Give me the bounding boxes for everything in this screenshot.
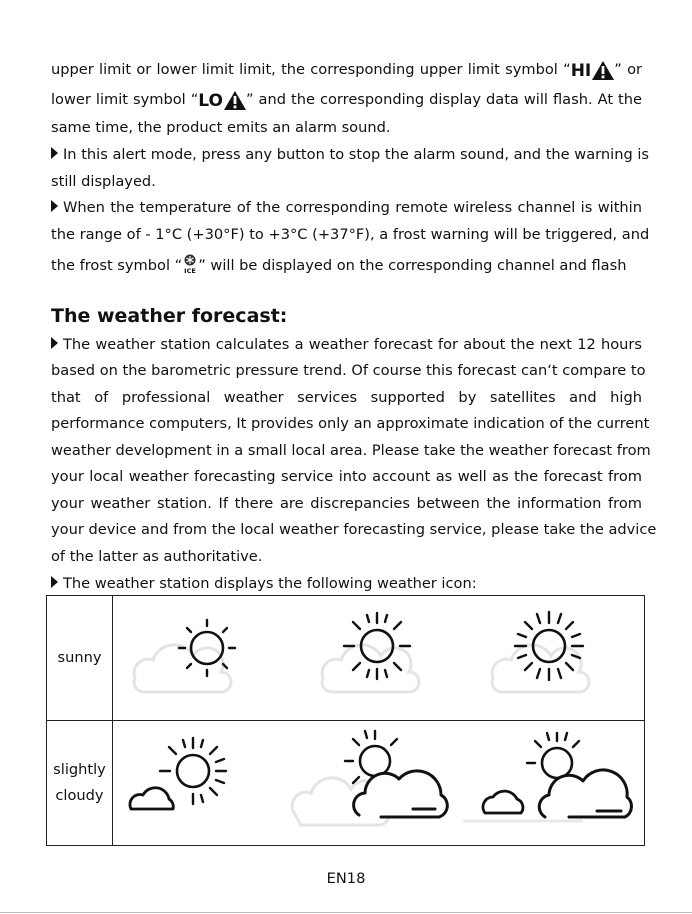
weather-icon-table	[46, 595, 645, 846]
row-label: slightly cloudy	[47, 721, 113, 846]
bullet-line: The weather station calculates a weather forecast for about the next 12 hours	[51, 335, 642, 355]
bullet-line: The weather station displays the following weather icon:	[51, 574, 642, 594]
svg-text:ICE: ICE	[184, 267, 197, 274]
lo-alert-symbol: LO	[198, 91, 246, 110]
bullet-triangle-icon	[51, 576, 58, 588]
bullet-triangle-icon	[51, 337, 58, 349]
ice-frost-icon	[182, 254, 198, 274]
text-line: your local weather forecasting service into account as well as the forecast from	[51, 468, 642, 485]
text-line: same time, the product emits an alarm sound.	[51, 119, 391, 136]
table-row	[47, 596, 645, 721]
cloudy-icons-cell	[113, 721, 645, 846]
section-heading: The weather forecast:	[51, 305, 288, 327]
text-line: upper limit or lower limit limit, the corresponding upper limit symbol “ HI ” or	[51, 61, 642, 81]
bullet-line: When the temperature of the corresponding remote wireless channel is within	[51, 198, 642, 218]
partly-cloudy-icon	[113, 721, 644, 841]
sunny-icons-cell	[113, 596, 645, 721]
text-line: still displayed.	[51, 173, 156, 190]
row-label: sunny	[47, 596, 113, 721]
sunny-icon	[113, 596, 644, 716]
text-line: weather development in a small local area. Please take the weather forecast from	[51, 442, 651, 459]
text-line: based on the barometric pressure trend. Of course this forecast can‘t compare to	[51, 362, 646, 379]
hi-alert-symbol: HI	[571, 61, 615, 80]
table-row	[47, 721, 645, 846]
text-line: the frost symbol “ ICE ” will be displayed on the corresponding channel and flash	[51, 254, 642, 276]
text-line: lower limit symbol “ LO ” and the corresponding display data will flash. At the	[51, 91, 643, 111]
bullet-line: In this alert mode, press any button to stop the alarm sound, and the warning is	[51, 145, 642, 165]
page-number: EN18	[326, 870, 366, 887]
text-line: performance computers, It provides only an approximate indication of the current	[51, 415, 650, 432]
text-line: your weather station. If there are discrepancies between the information from	[51, 495, 642, 512]
bullet-triangle-icon	[51, 200, 58, 212]
text-line: of the latter as authoritative.	[51, 548, 263, 565]
text-line: your device and from the local weather forecasting service, please take the advice	[51, 521, 657, 538]
text-line: that of professional weather services supported by satellites and high	[51, 389, 642, 406]
bullet-triangle-icon	[51, 147, 58, 159]
bottom-divider	[0, 912, 692, 913]
text-line: the range of - 1°C (+30°F) to +3°C (+37°F), a frost warning will be triggered, and	[51, 226, 650, 243]
